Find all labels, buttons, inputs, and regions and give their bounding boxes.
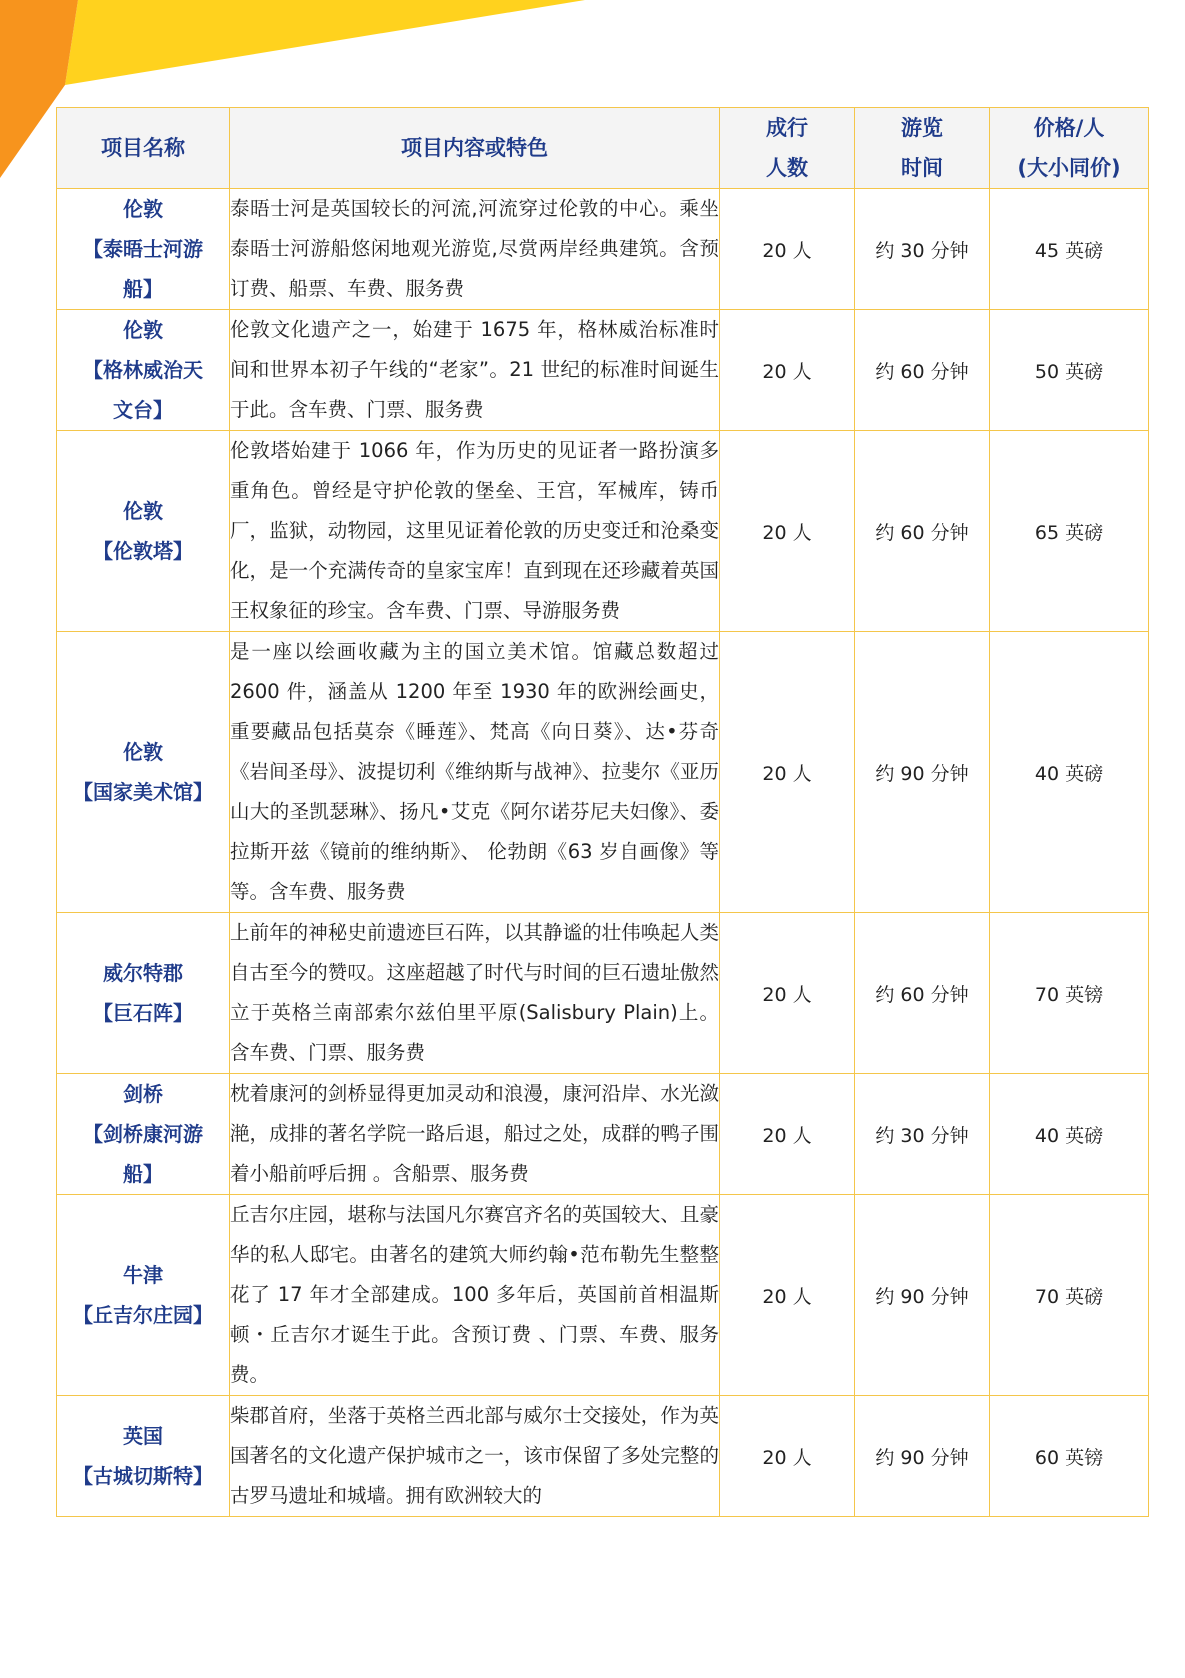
tour-price: 45 英磅 bbox=[990, 189, 1149, 310]
table-row bbox=[57, 913, 1149, 1074]
tour-people: 20 人 bbox=[720, 632, 855, 913]
tour-price: 70 英磅 bbox=[990, 1195, 1149, 1396]
header-duration: 游览 时间 bbox=[855, 108, 990, 189]
tour-price: 70 英镑 bbox=[990, 913, 1149, 1074]
tour-people: 20 人 bbox=[720, 431, 855, 632]
tour-name: 英国 【古城切斯特】 bbox=[57, 1396, 230, 1517]
table-row bbox=[57, 1074, 1149, 1195]
tour-description: 柴郡首府，坐落于英格兰西北部与威尔士交接处，作为英国著名的文化遗产保护城市之一，该市保留了多处完整的古罗马遗址和城墙。拥有欧洲较大的 bbox=[230, 1396, 720, 1517]
table-row bbox=[57, 1195, 1149, 1396]
tour-duration: 约 90 分钟 bbox=[855, 632, 990, 913]
tour-people: 20 人 bbox=[720, 913, 855, 1074]
tour-people: 20 人 bbox=[720, 1396, 855, 1517]
header-price: 价格/人 (大小同价) bbox=[990, 108, 1149, 189]
tour-people: 20 人 bbox=[720, 1195, 855, 1396]
tour-duration: 约 90 分钟 bbox=[855, 1195, 990, 1396]
table-row bbox=[57, 189, 1149, 310]
tour-duration: 约 60 分钟 bbox=[855, 913, 990, 1074]
tour-description: 枕着康河的剑桥显得更加灵动和浪漫，康河沿岸、水光潋滟，成排的著名学院一路后退，船过之处，成群的鸭子围着小船前呼后拥 。含船票、服务费 bbox=[230, 1074, 720, 1195]
tour-price-table bbox=[56, 107, 1149, 1517]
tour-price: 50 英磅 bbox=[990, 310, 1149, 431]
tour-name: 伦敦 【国家美术馆】 bbox=[57, 632, 230, 913]
tour-name: 伦敦 【泰晤士河游 船】 bbox=[57, 189, 230, 310]
tour-name: 牛津 【丘吉尔庄园】 bbox=[57, 1195, 230, 1396]
tour-name: 伦敦 【格林威治天 文台】 bbox=[57, 310, 230, 431]
tour-description: 泰晤士河是英国较长的河流,河流穿过伦敦的中心。乘坐泰晤士河游船悠闲地观光游览,尽赏两岸经典建筑。含预订费、船票、车费、服务费 bbox=[230, 189, 720, 310]
tour-name: 剑桥 【剑桥康河游 船】 bbox=[57, 1074, 230, 1195]
table-row bbox=[57, 431, 1149, 632]
tour-name: 威尔特郡 【巨石阵】 bbox=[57, 913, 230, 1074]
table-row bbox=[57, 1396, 1149, 1517]
tour-people: 20 人 bbox=[720, 310, 855, 431]
table-row bbox=[57, 310, 1149, 431]
tour-duration: 约 30 分钟 bbox=[855, 1074, 990, 1195]
tour-description: 伦敦塔始建于 1066 年，作为历史的见证者一路扮演多重角色。曾经是守护伦敦的堡垒、王宫，军械库，铸币厂，监狱，动物园，这里见证着伦敦的历史变迁和沧桑变化，是一个充满传奇的皇家宝库！直到现在还珍藏着英国王权象征的珍宝。含车费、门票、导游服务费 bbox=[230, 431, 720, 632]
header-name: 项目名称 bbox=[57, 108, 230, 189]
tour-price: 40 英磅 bbox=[990, 1074, 1149, 1195]
tour-duration: 约 60 分钟 bbox=[855, 431, 990, 632]
tour-duration: 约 90 分钟 bbox=[855, 1396, 990, 1517]
header-description: 项目内容或特色 bbox=[230, 108, 720, 189]
tour-description: 伦敦文化遗产之一，始建于 1675 年，格林威治标准时间和世界本初子午线的“老家”。21 世纪的标准时间诞生于此。含车费、门票、服务费 bbox=[230, 310, 720, 431]
tour-description: 是一座以绘画收藏为主的国立美术馆。馆藏总数超过 2600 件，涵盖从 1200 年至 1930 年的欧洲绘画史，重要藏品包括莫奈《睡莲》、梵高《向日葵》、达•芬奇《岩间圣母》、波提切利《维纳斯与战神》、拉斐尔《亚历山大的圣凯瑟琳》、扬凡•艾克《阿尔诺芬尼夫妇像》、委拉斯开兹《镜前的维纳斯》、 伦勃朗《63 岁自画像》等等。含车费、服务费 bbox=[230, 632, 720, 913]
header-people: 成行 人数 bbox=[720, 108, 855, 189]
tour-price: 40 英磅 bbox=[990, 632, 1149, 913]
tour-price: 65 英磅 bbox=[990, 431, 1149, 632]
tour-people: 20 人 bbox=[720, 189, 855, 310]
tour-description: 上前年的神秘史前遗迹巨石阵，以其静谧的壮伟唤起人类自古至今的赞叹。这座超越了时代与时间的巨石遗址傲然立于英格兰南部索尔兹伯里平原(Salisbury Plain)上。含车费、门票、服务费 bbox=[230, 913, 720, 1074]
yellow-stripe bbox=[65, 0, 585, 85]
tour-duration: 约 60 分钟 bbox=[855, 310, 990, 431]
tour-price: 60 英镑 bbox=[990, 1396, 1149, 1517]
table-header-row bbox=[57, 108, 1149, 189]
tour-name: 伦敦 【伦敦塔】 bbox=[57, 431, 230, 632]
tour-people: 20 人 bbox=[720, 1074, 855, 1195]
table-row bbox=[57, 632, 1149, 913]
tour-description: 丘吉尔庄园，堪称与法国凡尔赛宫齐名的英国较大、且豪华的私人邸宅。由著名的建筑大师约翰•范布勒先生整整花了 17 年才全部建成。100 多年后，英国前首相温斯顿・丘吉尔才诞生于此。含预订费 、门票、车费、服务费。 bbox=[230, 1195, 720, 1396]
tour-duration: 约 30 分钟 bbox=[855, 189, 990, 310]
